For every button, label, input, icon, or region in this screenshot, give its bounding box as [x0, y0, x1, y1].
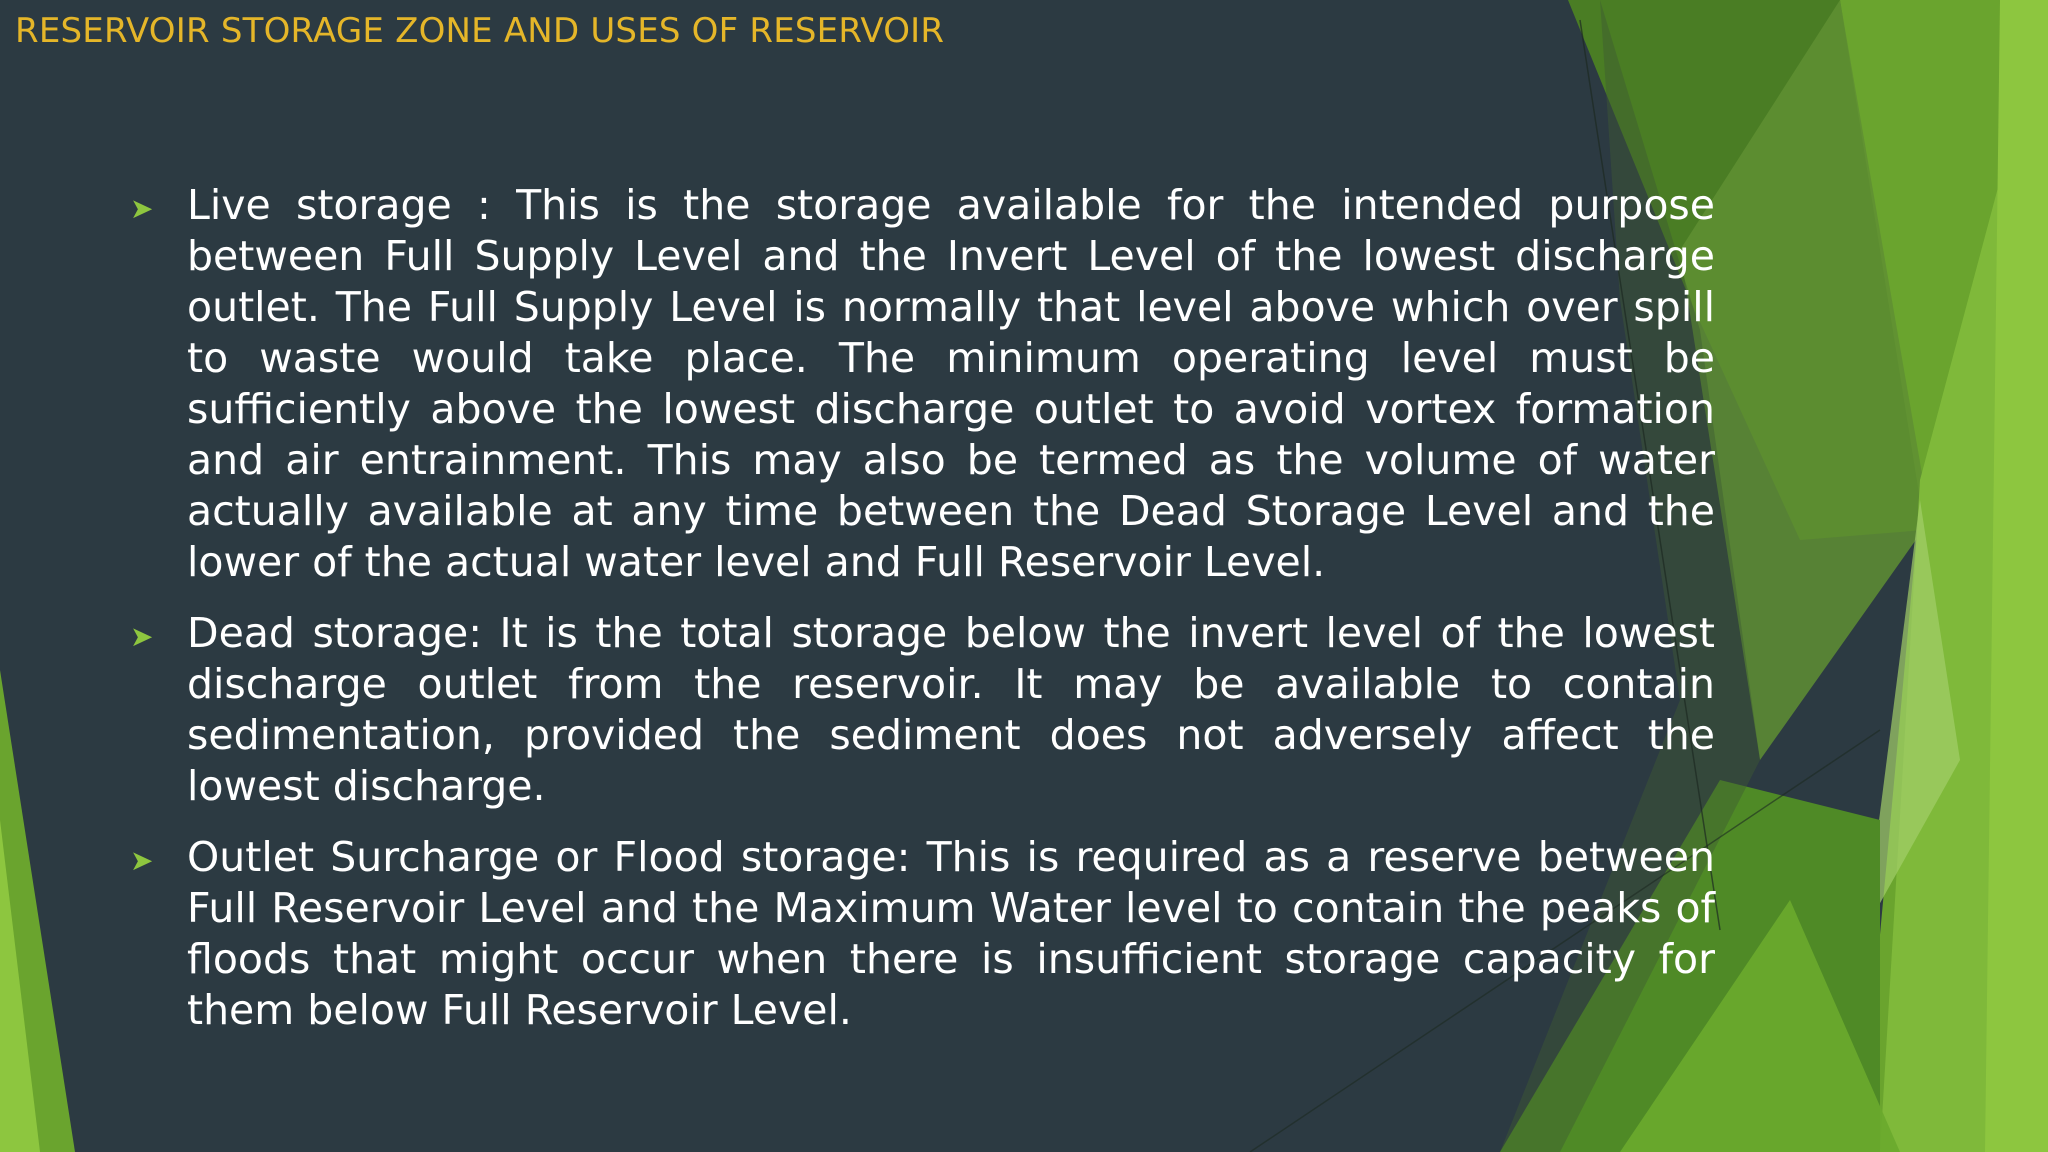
bullet-text: Outlet Surcharge or Flood storage: This is required as a reserve between Full Reservoir Level and the Maximum Water level to contain the peaks of floods that might occur when there is insufficient storage capacity for them below Full Reservoir Level. — [187, 833, 1715, 1034]
bullet-text: Live storage : This is the storage available for the intended purpose between Full Supply Level and the Invert Level of the lowest discharge outlet. The Full Supply Level is normally that level above which over spill to waste would take place. The minimum operating level must be sufficiently above the lowest discharge outlet to avoid vortex formation and air entrainment. This may also be termed as the volume of water actually available at any time between the Dead Storage Level and the lower of the actual water level and Full Reservoir Level. — [187, 181, 1715, 586]
bullet-text: Dead storage: It is the total storage below the invert level of the lowest discharge outlet from the reservoir. It may be available to contain sedimentation, provided the sediment does not adversely affect the lowest discharge. — [187, 609, 1715, 810]
bullet-list — [130, 180, 1715, 1056]
slide-title: RESERVOIR STORAGE ZONE AND USES OF RESERVOIR — [15, 11, 945, 51]
arrowhead-bullet-icon: ➤ — [130, 192, 154, 225]
bullet-item-flood-storage — [130, 832, 1715, 1036]
arrowhead-bullet-icon: ➤ — [130, 844, 154, 877]
arrowhead-bullet-icon: ➤ — [130, 620, 154, 653]
bullet-item-live-storage — [130, 180, 1715, 588]
bullet-item-dead-storage — [130, 608, 1715, 812]
